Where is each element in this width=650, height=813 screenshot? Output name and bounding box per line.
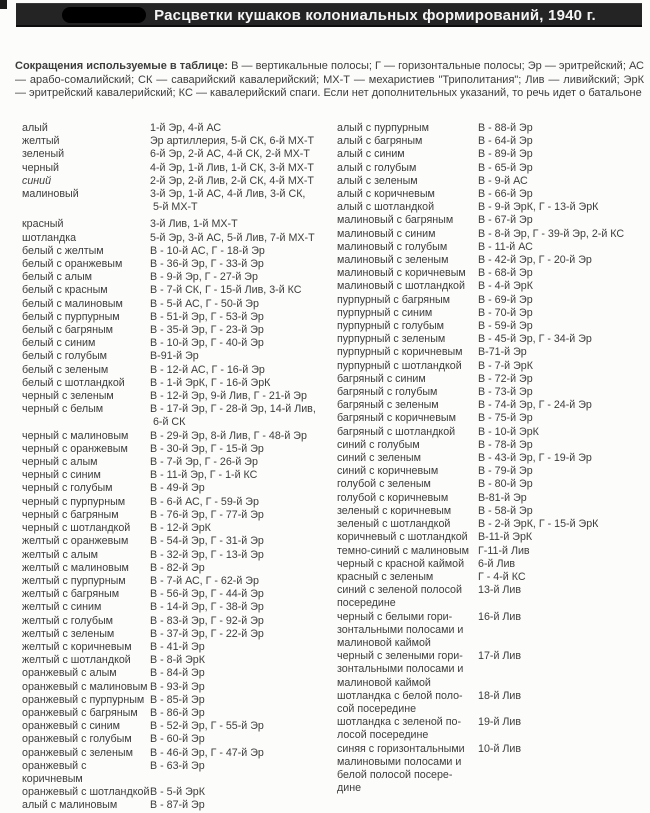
table-row bbox=[22, 694, 337, 707]
table-row bbox=[22, 232, 337, 245]
color-name-cell: малиновый bbox=[22, 188, 79, 201]
color-name-cell: шотландка с зеленой по- лосой посередине bbox=[337, 716, 462, 742]
units-cell: В-81-й Эр bbox=[478, 491, 527, 504]
title-bar bbox=[16, 3, 642, 27]
table-row bbox=[22, 148, 337, 161]
table-row bbox=[337, 558, 650, 571]
color-name-cell: белый с пурпурным bbox=[22, 310, 120, 323]
table-row bbox=[337, 518, 650, 531]
color-name-cell: желтый bbox=[22, 135, 60, 148]
table-row bbox=[22, 390, 337, 403]
color-name-cell: желтый с багряным bbox=[22, 588, 120, 601]
page-title: Расцветки кушаков колониальных формирований, 1940 г. bbox=[154, 6, 596, 24]
table-row bbox=[22, 337, 337, 350]
table-row bbox=[22, 135, 337, 148]
units-cell: В - 1-й ЭрК, Г - 16-й ЭрК bbox=[150, 376, 271, 389]
table-row bbox=[22, 284, 337, 297]
table-row bbox=[22, 733, 337, 746]
color-name-cell: синий с голубым bbox=[337, 438, 420, 451]
table-row bbox=[22, 747, 337, 760]
units-cell: В - 45-й Эр, Г - 34-й Эр bbox=[478, 333, 592, 346]
color-name-cell: оранжевый с синим bbox=[22, 720, 120, 733]
units-cell: В - 88-й Эр bbox=[478, 122, 533, 134]
color-name-cell: черный с красной каймой bbox=[337, 557, 465, 570]
units-cell: В - 66-й Эр bbox=[478, 188, 533, 201]
color-name-cell: синий с зеленой полосой посередине bbox=[337, 584, 462, 610]
table-row bbox=[22, 799, 337, 812]
abbreviations-lead: Сокращения используемые в таблице: bbox=[15, 60, 229, 72]
color-name-cell: малиновый с зеленым bbox=[337, 254, 449, 267]
units-cell: В - 5-й ЭрК bbox=[150, 786, 205, 799]
units-cell: В - 8-й ЭрК bbox=[150, 654, 205, 667]
units-cell: В - 82-й Эр bbox=[150, 561, 205, 574]
table-row bbox=[22, 122, 337, 135]
color-name-cell: алый с синим bbox=[337, 148, 405, 161]
table-row bbox=[22, 601, 337, 614]
color-name-cell: зеленый bbox=[22, 148, 65, 161]
color-name-cell: синий с коричневым bbox=[337, 465, 439, 478]
units-cell: В - 29-й Эр, 8-й Лив, Г - 48-й Эр bbox=[150, 429, 307, 442]
units-cell: В - 14-й Эр, Г - 38-й Эр bbox=[150, 601, 264, 614]
color-name-cell: оранжевый с коричневым bbox=[22, 759, 87, 785]
units-cell: В - 10-й ЭрК bbox=[478, 425, 539, 438]
abbreviations-body: В — вертикальные полосы; Г — горизонтальные полосы; Эр — эритрейский; АС — арабо-сомалийский; СК — саварийский кавалерийский; МХ-Т — мехаристиев "Триполитания"; Лив — ливийский; ЭрК — эритрейский кавалерийский; КС — кавалерийский спаги. Если нет дополнительных указаний, то речь идет о батальоне bbox=[15, 60, 644, 100]
table-row bbox=[337, 743, 650, 796]
color-name-cell: желтый с зеленым bbox=[22, 627, 115, 640]
units-cell: В - 59-й Эр bbox=[478, 320, 533, 333]
sash-color-table bbox=[22, 122, 650, 813]
color-name-cell: желтый с оранжевым bbox=[22, 535, 129, 548]
units-cell: 3-й Эр, 1-й АС, 4-й Лив, 3-й СК, 5-й МХ-Т bbox=[150, 188, 306, 214]
table-row bbox=[337, 333, 650, 346]
color-name-cell: коричневый с шотландкой bbox=[337, 531, 468, 544]
color-name-cell: черный bbox=[22, 161, 60, 174]
units-cell: 17-й Лив bbox=[478, 650, 522, 663]
color-name-cell: шотландка bbox=[22, 231, 77, 244]
units-cell: В - 68-й Эр bbox=[478, 267, 533, 280]
units-cell: В - 7-й ЭрК bbox=[478, 359, 533, 372]
table-row bbox=[22, 720, 337, 733]
color-name-cell: шотландка с белой поло- сой посередине bbox=[337, 689, 463, 715]
color-name-cell: белый с багряным bbox=[22, 324, 114, 337]
table-row bbox=[337, 412, 650, 425]
units-cell: В - 46-й Эр, Г - 47-й Эр bbox=[150, 746, 264, 759]
table-row bbox=[22, 403, 337, 429]
color-name-cell: оранжевый с зеленым bbox=[22, 746, 133, 759]
table-row bbox=[22, 364, 337, 377]
units-cell: 18-й Лив bbox=[478, 689, 522, 702]
color-name-cell: желтый с голубым bbox=[22, 614, 114, 627]
table-row bbox=[337, 465, 650, 478]
units-cell: В - 11-й АС bbox=[478, 240, 533, 253]
color-name-cell: желтый с малиновым bbox=[22, 561, 129, 574]
units-cell: 10-й Лив bbox=[478, 742, 522, 755]
table-row bbox=[337, 505, 650, 518]
color-name-cell: белый с голубым bbox=[22, 350, 107, 363]
units-cell: В - 54-й Эр, Г - 31-й Эр bbox=[150, 535, 264, 548]
color-name-cell: черный с багряным bbox=[22, 508, 119, 521]
table-row bbox=[22, 162, 337, 175]
color-name-cell: черный с оранжевым bbox=[22, 442, 128, 455]
table-row bbox=[337, 386, 650, 399]
table-row bbox=[22, 615, 337, 628]
units-cell: В - 63-й Эр bbox=[150, 759, 205, 772]
units-cell: В - 41-й Эр bbox=[150, 640, 205, 653]
units-cell: Эр артиллерия, 5-й СК, 6-й МХ-Т bbox=[150, 135, 315, 148]
units-cell: В - 12-й ЭрК bbox=[150, 522, 211, 535]
color-name-cell: синяя с горизонтальными малиновыми полосами и белой полосой посере- дине bbox=[337, 742, 465, 795]
table-row bbox=[337, 135, 650, 148]
table-row bbox=[337, 531, 650, 544]
color-name-cell: алый с малиновым bbox=[22, 799, 118, 812]
table-row bbox=[22, 482, 337, 495]
table-row bbox=[22, 628, 337, 641]
units-cell: 3-й Лив, 1-й МХ-Т bbox=[150, 218, 238, 231]
table-row bbox=[22, 377, 337, 390]
table-row bbox=[337, 690, 650, 716]
color-name-cell: оранжевый с пурпурным bbox=[22, 693, 145, 706]
units-cell: 16-й Лив bbox=[478, 610, 522, 623]
table-row bbox=[22, 535, 337, 548]
color-name-cell: оранжевый с малиновым bbox=[22, 680, 148, 693]
units-cell: В - 60-й Эр bbox=[150, 733, 205, 746]
units-cell: В - 17-й Эр, Г - 28-й Эр, 14-й Лив, 6-й СК bbox=[150, 403, 316, 429]
table-row bbox=[22, 667, 337, 680]
table-row bbox=[22, 469, 337, 482]
color-name-cell: пурпурный с зеленым bbox=[337, 333, 446, 346]
color-name-cell: алый с багряным bbox=[337, 135, 423, 148]
units-cell: Г-11-й Лив bbox=[478, 544, 530, 557]
color-name-cell: красный bbox=[22, 218, 64, 231]
table-row bbox=[337, 452, 650, 465]
table-row bbox=[337, 254, 650, 267]
color-name-cell: малиновый с голубым bbox=[337, 240, 448, 253]
table-row bbox=[337, 346, 650, 359]
units-cell: 1-й Эр, 4-й АС bbox=[150, 122, 222, 134]
units-cell: В - 32-й Эр, Г - 13-й Эр bbox=[150, 548, 264, 561]
units-cell: В - 79-й Эр bbox=[478, 465, 533, 478]
color-name-cell: алый с коричневым bbox=[337, 188, 435, 201]
color-name-cell: алый bbox=[22, 122, 48, 134]
units-cell: В - 10-й АС, Г - 18-й Эр bbox=[150, 244, 265, 257]
color-name-cell: пурпурный с шотландкой bbox=[337, 359, 462, 372]
color-name-cell: алый с зеленым bbox=[337, 174, 418, 187]
color-name-cell: оранжевый с шотландкой bbox=[22, 786, 150, 799]
table-row bbox=[337, 267, 650, 280]
table-row bbox=[337, 307, 650, 320]
color-name-cell: оранжевый с багряным bbox=[22, 706, 138, 719]
table-row bbox=[337, 280, 650, 293]
table-row bbox=[337, 148, 650, 161]
units-cell: 6-й Эр, 2-й АС, 4-й СК, 2-й МХ-Т bbox=[150, 148, 310, 161]
color-name-cell: малиновый с шотландкой bbox=[337, 280, 465, 293]
units-cell: В - 2-й ЭрК, Г - 15-й ЭрК bbox=[478, 518, 599, 531]
color-name-cell: белый с шотландкой bbox=[22, 376, 125, 389]
units-cell: В - 4-й ЭрК bbox=[478, 280, 533, 293]
units-cell: Г - 4-й КС bbox=[478, 570, 526, 583]
units-cell: В - 9-й АС bbox=[478, 174, 528, 187]
table-row bbox=[22, 175, 337, 188]
units-cell: В - 70-й Эр bbox=[478, 306, 533, 319]
table-row bbox=[22, 562, 337, 575]
color-name-cell: багряный с коричневым bbox=[337, 412, 456, 425]
units-cell: В - 42-й Эр, Г - 20-й Эр bbox=[478, 254, 592, 267]
color-name-cell: оранжевый с алым bbox=[22, 667, 117, 680]
units-cell: 6-й Лив bbox=[478, 557, 516, 570]
units-cell: В-71-й Эр bbox=[478, 346, 527, 359]
color-name-cell: белый с желтым bbox=[22, 244, 104, 257]
color-name-cell: белый с алым bbox=[22, 271, 92, 284]
units-cell: В - 67-й Эр bbox=[478, 214, 533, 227]
units-cell: В - 75-й Эр bbox=[478, 412, 533, 425]
units-cell: 2-й Эр, 2-й Лив, 2-й СК, 4-й МХ-Т bbox=[150, 174, 314, 187]
table-row bbox=[337, 201, 650, 214]
units-cell: В - 43-й Эр, Г - 19-й Эр bbox=[478, 452, 592, 465]
table-row bbox=[22, 522, 337, 535]
color-name-cell: малиновый с коричневым bbox=[337, 267, 466, 280]
table-row bbox=[22, 188, 337, 214]
color-name-cell: желтый с пурпурным bbox=[22, 574, 126, 587]
units-cell: В - 51-й Эр, Г - 53-й Эр bbox=[150, 310, 264, 323]
table-row bbox=[22, 456, 337, 469]
table-row bbox=[22, 575, 337, 588]
table-row bbox=[337, 373, 650, 386]
color-name-cell: пурпурный с голубым bbox=[337, 320, 444, 333]
color-name-cell: багряный с синим bbox=[337, 372, 426, 385]
units-cell: В - 76-й Эр, Г - 77-й Эр bbox=[150, 508, 264, 521]
color-name-cell: черный с пурпурным bbox=[22, 495, 126, 508]
color-name-cell: малиновый с багряным bbox=[337, 214, 454, 227]
page-edge-mark bbox=[0, 0, 7, 9]
units-cell: В-11-й ЭрК bbox=[478, 531, 533, 544]
units-cell: В - 52-й Эр, Г - 55-й Эр bbox=[150, 720, 264, 733]
table-row bbox=[22, 258, 337, 271]
table-row bbox=[337, 478, 650, 491]
table-row bbox=[22, 430, 337, 443]
table-row bbox=[337, 611, 650, 651]
units-cell: В - 74-й Эр, Г - 24-й Эр bbox=[478, 399, 592, 412]
color-name-cell: красный с зеленым bbox=[337, 570, 434, 583]
redacted-region bbox=[62, 7, 146, 23]
units-cell: В - 64-й Эр bbox=[478, 135, 533, 148]
color-name-cell: пурпурный с багряным bbox=[337, 293, 451, 306]
color-name-cell: пурпурный с синим bbox=[337, 306, 433, 319]
color-name-cell: белый с красным bbox=[22, 284, 108, 297]
color-name-cell: голубой с коричневым bbox=[337, 491, 449, 504]
color-name-cell: багряный с голубым bbox=[337, 386, 438, 399]
table-row bbox=[337, 228, 650, 241]
table-row bbox=[337, 122, 650, 135]
table-row bbox=[22, 350, 337, 363]
table-row bbox=[337, 716, 650, 742]
table-row bbox=[337, 571, 650, 584]
color-name-cell: белый с малиновым bbox=[22, 297, 123, 310]
units-cell: В - 36-й Эр, Г - 33-й Эр bbox=[150, 258, 264, 271]
units-cell: В - 12-й АС, Г - 16-й Эр bbox=[150, 363, 265, 376]
table-row bbox=[22, 218, 337, 231]
units-cell: В - 83-й Эр, Г - 92-й Эр bbox=[150, 614, 264, 627]
units-cell: В - 9-й Эр, Г - 27-й Эр bbox=[150, 271, 258, 284]
units-cell: 19-й Лив bbox=[478, 716, 522, 729]
units-cell: В - 65-й Эр bbox=[478, 161, 533, 174]
units-cell: В - 85-й Эр bbox=[150, 693, 205, 706]
units-cell: В - 7-й Эр, Г - 26-й Эр bbox=[150, 456, 258, 469]
color-name-cell: черный с шотландкой bbox=[22, 522, 131, 535]
color-name-cell: синий bbox=[22, 174, 52, 187]
units-cell: В - 5-й АС, Г - 50-й Эр bbox=[150, 297, 259, 310]
color-name-cell: белый с синим bbox=[22, 337, 96, 350]
table-row bbox=[22, 298, 337, 311]
color-name-cell: черный с белыми гори- зонтальными полосами и малиновой каймой bbox=[337, 610, 464, 649]
units-cell: 5-й Эр, 3-й АС, 5-й Лив, 7-й МХ-Т bbox=[150, 231, 315, 244]
color-name-cell: алый с пурпурным bbox=[337, 122, 429, 134]
color-name-cell: черный с алым bbox=[22, 456, 98, 469]
table-row bbox=[22, 549, 337, 562]
table-row bbox=[337, 175, 650, 188]
units-cell: В - 87-й Эр bbox=[150, 799, 205, 812]
units-cell: 4-й Эр, 1-й Лив, 1-й СК, 3-й МХ-Т bbox=[150, 161, 314, 174]
table-row bbox=[22, 324, 337, 337]
table-row bbox=[22, 245, 337, 258]
units-cell: В - 12-й Эр, 9-й Лив, Г - 21-й Эр bbox=[150, 390, 307, 403]
units-cell: В - 58-й Эр bbox=[478, 504, 533, 517]
column-right bbox=[337, 122, 650, 813]
color-name-cell: черный с белым bbox=[22, 403, 104, 416]
table-row bbox=[22, 707, 337, 720]
table-row bbox=[337, 214, 650, 227]
table-row bbox=[337, 399, 650, 412]
units-cell: В - 84-й Эр bbox=[150, 667, 205, 680]
color-name-cell: желтый с шотландкой bbox=[22, 654, 131, 667]
units-cell: В - 10-й Эр, Г - 40-й Эр bbox=[150, 337, 264, 350]
units-cell: В - 7-й АС, Г - 62-й Эр bbox=[150, 574, 259, 587]
color-name-cell: голубой с зеленым bbox=[337, 478, 431, 491]
color-name-cell: черный с зеленым bbox=[22, 390, 114, 403]
table-row bbox=[22, 641, 337, 654]
table-row bbox=[22, 443, 337, 456]
color-name-cell: зеленый с шотландкой bbox=[337, 518, 451, 531]
units-cell: В - 56-й Эр, Г - 44-й Эр bbox=[150, 588, 264, 601]
units-cell: В - 80-й Эр bbox=[478, 478, 533, 491]
table-row bbox=[22, 496, 337, 509]
table-row bbox=[22, 654, 337, 667]
table-row bbox=[22, 311, 337, 324]
units-cell: В-91-й Эр bbox=[150, 350, 199, 363]
table-row bbox=[337, 188, 650, 201]
units-cell: В - 78-й Эр bbox=[478, 438, 533, 451]
table-row bbox=[22, 786, 337, 799]
color-name-cell: белый с зеленым bbox=[22, 363, 109, 376]
abbreviations-paragraph bbox=[15, 60, 644, 101]
color-name-cell: белый с оранжевым bbox=[22, 258, 123, 271]
units-cell: В - 35-й Эр, Г - 23-й Эр bbox=[150, 324, 264, 337]
units-cell: В - 86-й Эр bbox=[150, 706, 205, 719]
column-left bbox=[22, 122, 337, 813]
color-name-cell: черный с синим bbox=[22, 469, 101, 482]
table-row bbox=[22, 681, 337, 694]
color-name-cell: алый с шотландкой bbox=[337, 201, 435, 214]
table-row bbox=[337, 545, 650, 558]
color-name-cell: багряный с зеленым bbox=[337, 399, 439, 412]
color-name-cell: багряный с шотландкой bbox=[337, 425, 456, 438]
color-name-cell: желтый с алым bbox=[22, 548, 99, 561]
color-name-cell: алый с голубым bbox=[337, 161, 417, 174]
table-row bbox=[337, 426, 650, 439]
color-name-cell: желтый с синим bbox=[22, 601, 102, 614]
units-cell: В - 11-й Эр, Г - 1-й КС bbox=[150, 469, 258, 482]
units-cell: В - 9-й ЭрК, Г - 13-й ЭрК bbox=[478, 201, 599, 214]
units-cell: В - 72-й Эр bbox=[478, 372, 533, 385]
table-row bbox=[22, 760, 337, 786]
units-cell: В - 49-й Эр bbox=[150, 482, 205, 495]
table-row bbox=[337, 360, 650, 373]
units-cell: В - 89-й Эр bbox=[478, 148, 533, 161]
units-cell: В - 73-й Эр bbox=[478, 386, 533, 399]
color-name-cell: синий с зеленым bbox=[337, 452, 421, 465]
units-cell: В - 30-й Эр, Г - 15-й Эр bbox=[150, 442, 264, 455]
color-name-cell: черный с малиновым bbox=[22, 429, 129, 442]
table-row bbox=[22, 509, 337, 522]
color-name-cell: оранжевый с голубым bbox=[22, 733, 132, 746]
color-name-cell: темно-синий с малиновым bbox=[337, 544, 469, 557]
units-cell: 13-й Лив bbox=[478, 584, 522, 597]
units-cell: В - 6-й АС, Г - 59-й Эр bbox=[150, 495, 259, 508]
color-name-cell: малиновый с синим bbox=[337, 227, 436, 240]
table-row bbox=[22, 271, 337, 284]
units-cell: В - 93-й Эр bbox=[150, 680, 205, 693]
color-name-cell: зеленый с коричневым bbox=[337, 504, 452, 517]
table-row bbox=[337, 650, 650, 690]
units-cell: В - 7-й СК, Г - 15-й Лив, 3-й КС bbox=[150, 284, 302, 297]
color-name-cell: черный с зелеными гори- зонтальными полосами и малиновой каймой bbox=[337, 650, 464, 689]
table-row bbox=[337, 294, 650, 307]
table-row bbox=[337, 439, 650, 452]
color-name-cell: желтый с коричневым bbox=[22, 640, 132, 653]
table-row bbox=[22, 588, 337, 601]
units-cell: В - 37-й Эр, Г - 22-й Эр bbox=[150, 627, 264, 640]
table-row bbox=[337, 492, 650, 505]
table-row bbox=[337, 162, 650, 175]
color-name-cell: пурпурный с коричневым bbox=[337, 346, 463, 359]
units-cell: В - 8-й Эр, Г - 39-й Эр, 2-й КС bbox=[478, 227, 625, 240]
color-name-cell: черный с голубым bbox=[22, 482, 113, 495]
table-row bbox=[337, 320, 650, 333]
table-row bbox=[337, 241, 650, 254]
units-cell: В - 69-й Эр bbox=[478, 293, 533, 306]
table-row bbox=[337, 584, 650, 610]
